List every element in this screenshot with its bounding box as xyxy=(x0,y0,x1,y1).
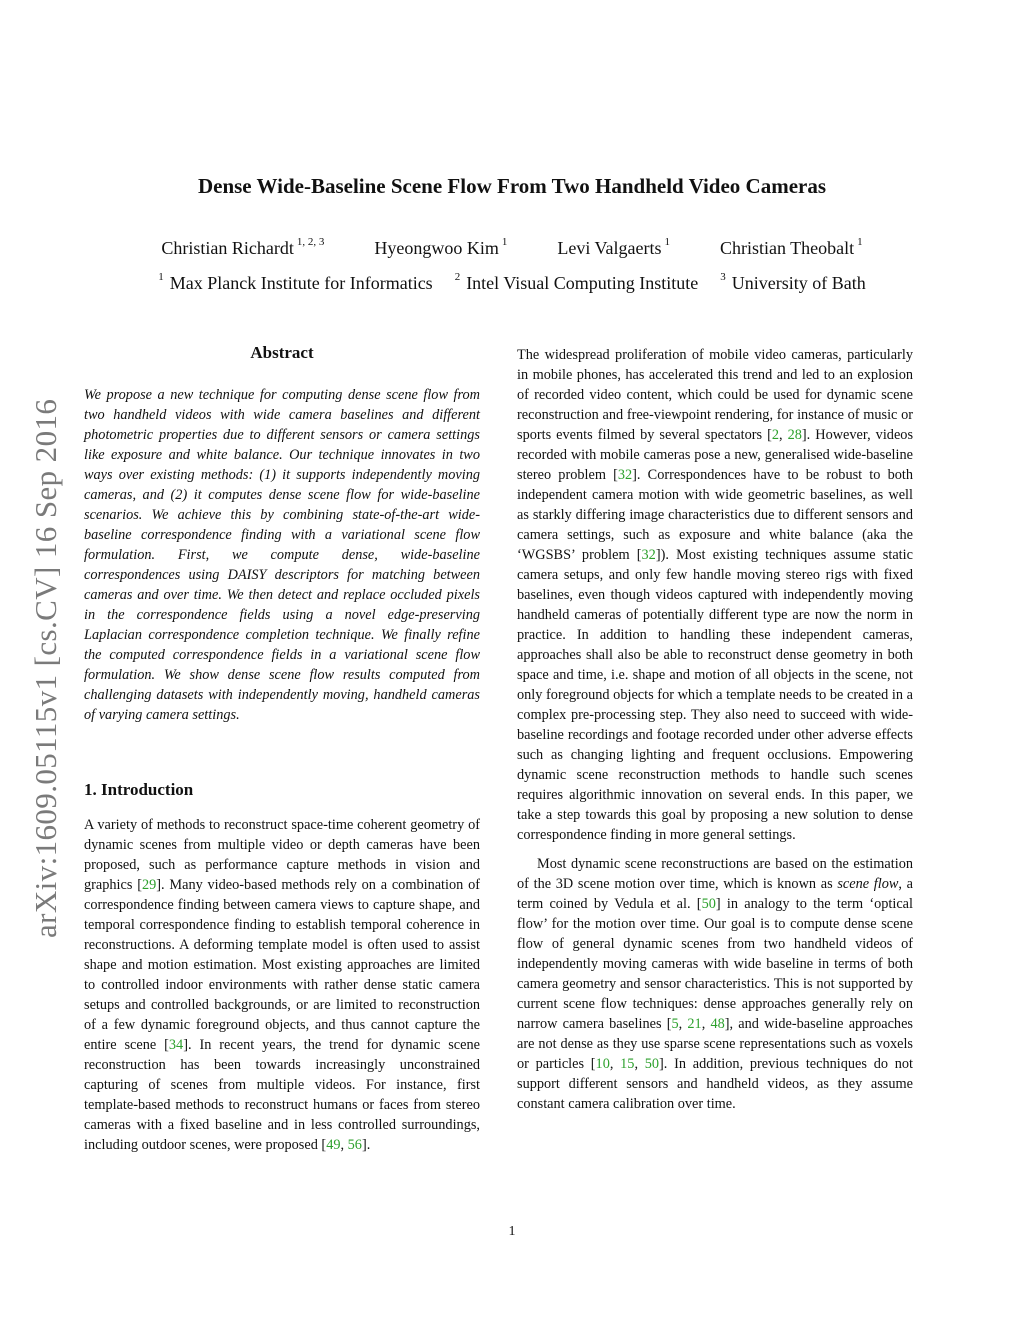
citation-link[interactable]: 2 xyxy=(771,427,779,443)
daisy-term: DAISY xyxy=(227,567,267,583)
abstract-heading: Abstract xyxy=(250,343,314,362)
citation-link[interactable]: 49 xyxy=(326,1137,341,1153)
affiliation: $^1$ Max Planck Institute for Informatics xyxy=(158,271,433,293)
page-number: 1 xyxy=(508,1224,516,1239)
right-column xyxy=(517,345,913,1114)
wgsbs-term: WGSBS xyxy=(521,547,572,563)
author: Christian Richardt $^{1, 2, 3}$ xyxy=(161,236,325,258)
scene-flow-term: scene flow xyxy=(837,876,899,892)
citation-link[interactable]: 15 xyxy=(620,1056,635,1072)
affiliation: $^3$ University of Bath xyxy=(720,271,866,293)
author: Christian Theobalt $^1$ xyxy=(719,236,863,258)
author-list xyxy=(90,238,934,259)
citation-link[interactable]: 48 xyxy=(710,1016,725,1032)
citation-link[interactable]: 29 xyxy=(141,877,157,893)
affiliation-list xyxy=(90,273,934,294)
citation-link[interactable]: 50 xyxy=(644,1056,660,1072)
arxiv-stamp: arXiv:1609.05115v1 [cs.CV] 16 Sep 2016 xyxy=(28,398,63,938)
citation-link[interactable]: 32 xyxy=(641,547,656,563)
citation-link[interactable]: 28 xyxy=(787,427,802,443)
intro-paragraph: A variety of methods to reconstruct space-time coherent geometry of dynamic scenes from multiple video or depth cameras have been proposed, such as performance capture methods in vision and graphics [29]. Many video-based methods rely on a combination of correspondence finding between camera views to capture shape, and temporal correspondence finding to establish temporal coherence in reconstructions. A deforming template model is often used to assist shape and motion estimation. Most existing approaches are limited to controlled indoor environments with rather dense static camera setups and controlled backgrounds, or are limited to reconstruction of a few dynamic foreground objects, and thus cannot capture the entire scene [34]. In recent years, the trend for dynamic scene reconstruction has been towards increasingly unconstrained capturing of scenes from multiple videos. For instance, first template-based methods to reconstruct humans or faces from stereo cameras with a fixed baseline and in less controlled surroundings, including outdoor scenes, were proposed [49, 56]. xyxy=(84,817,480,1153)
abstract-text: We propose a new technique for computing dense scene flow from two handheld videos with wide camera baselines and different photometric properties due to different sensors or camera settings like exposure and white balance. Our technique innovates in two ways over existing methods: (1) it supports independently moving cameras, and (2) it computes dense scene flow for wide-baseline scenarios. We achieve this by combining state-of-the-art wide-baseline correspondence finding with a variational scene flow formulation. First, we compute dense, wide-baseline correspondences using DAISY descriptors for matching between cameras and over time. We then detect and replace occluded pixels in the correspondence fields using a novel edge-preserving Laplacian correspondence completion technique. We finally refine the computed correspondence fields in a variational scene flow formulation. We show dense scene flow results computed from challenging datasets with independently moving, handheld cameras of varying camera settings. xyxy=(84,387,481,723)
author: Levi Valgaerts $^1$ xyxy=(557,236,670,258)
citation-link[interactable]: 50 xyxy=(701,896,716,912)
citation-link[interactable]: 32 xyxy=(617,467,633,483)
citation-link[interactable]: 5 xyxy=(671,1016,679,1032)
body-paragraph: Most dynamic scene reconstructions are based on the estimation of the 3D scene motion over time, which is known as scene flow, a term coined by Vedula et al. [50] in analogy to the term ‘optical flow’ for the motion over time. Our goal is to compute dense scene flow of general dynamic scenes from two handheld videos of independently moving cameras with wide baseline in terms of both camera geometry and sensor characteristics. This is not supported by current scene flow techniques: dense approaches generally rely on narrow camera baselines [5, 21, 48], and wide-baseline approaches are not dense as they use sparse scene representations such as voxels or particles [10, 15, 50]. In addition, previous techniques do not support different sensors and handheld videos, as they assume constant camera calibration over time. xyxy=(517,856,913,1112)
citation-link[interactable]: 34 xyxy=(168,1037,184,1053)
paper-title: Dense Wide-Baseline Scene Flow From Two Handheld Video Cameras xyxy=(197,174,827,198)
author: Hyeongwoo Kim $^1$ xyxy=(374,236,508,258)
affiliation: $^2$ Intel Visual Computing Institute xyxy=(454,271,699,293)
citation-link[interactable]: 10 xyxy=(595,1056,610,1072)
citation-link[interactable]: 56 xyxy=(347,1137,362,1153)
section-heading: 1. Introduction xyxy=(84,780,194,799)
citation-link[interactable]: 21 xyxy=(687,1016,702,1032)
body-paragraph: The widespread proliferation of mobile video cameras, particularly in mobile phones, has accelerated this trend and led to an explosion of recorded video content, which could be used for dynamic scene reconstruction and free-viewpoint rendering, for instance of music or sports events filmed by several spectators [2, 28]. However, videos recorded with mobile cameras pose a new, generalised wide-baseline stereo problem [32]. Correspondences have to be robust to both independent camera motion with wide geometric baselines, as well as starkly differing image characteristics due to different sensors and camera settings, such as exposure and white balance (aka the ‘WGSBS’ problem [32]). Most existing techniques assume static camera setups, and only few handle moving stereo rigs with fixed baselines, even though videos captured with independently moving handheld cameras of potentially different type are now the norm in practice. In addition to handling these independent cameras, approaches shall also be able to reconstruct dense geometry in both space and time, i.e. shape and motion of all objects in the scene, not only foreground objects for which a template needs to be created in a complex pre-processing step. They also need to succeed with wide-baseline recordings and footage recorded under other adverse effects such as changing lighting and frequent occlusions. Empowering dynamic scene reconstruction methods to handle such scenes requires algorithmic innovation on several ends. In this paper, we take a step towards this goal by proposing a new solution to dense correspondence finding in more general settings. xyxy=(517,347,914,843)
